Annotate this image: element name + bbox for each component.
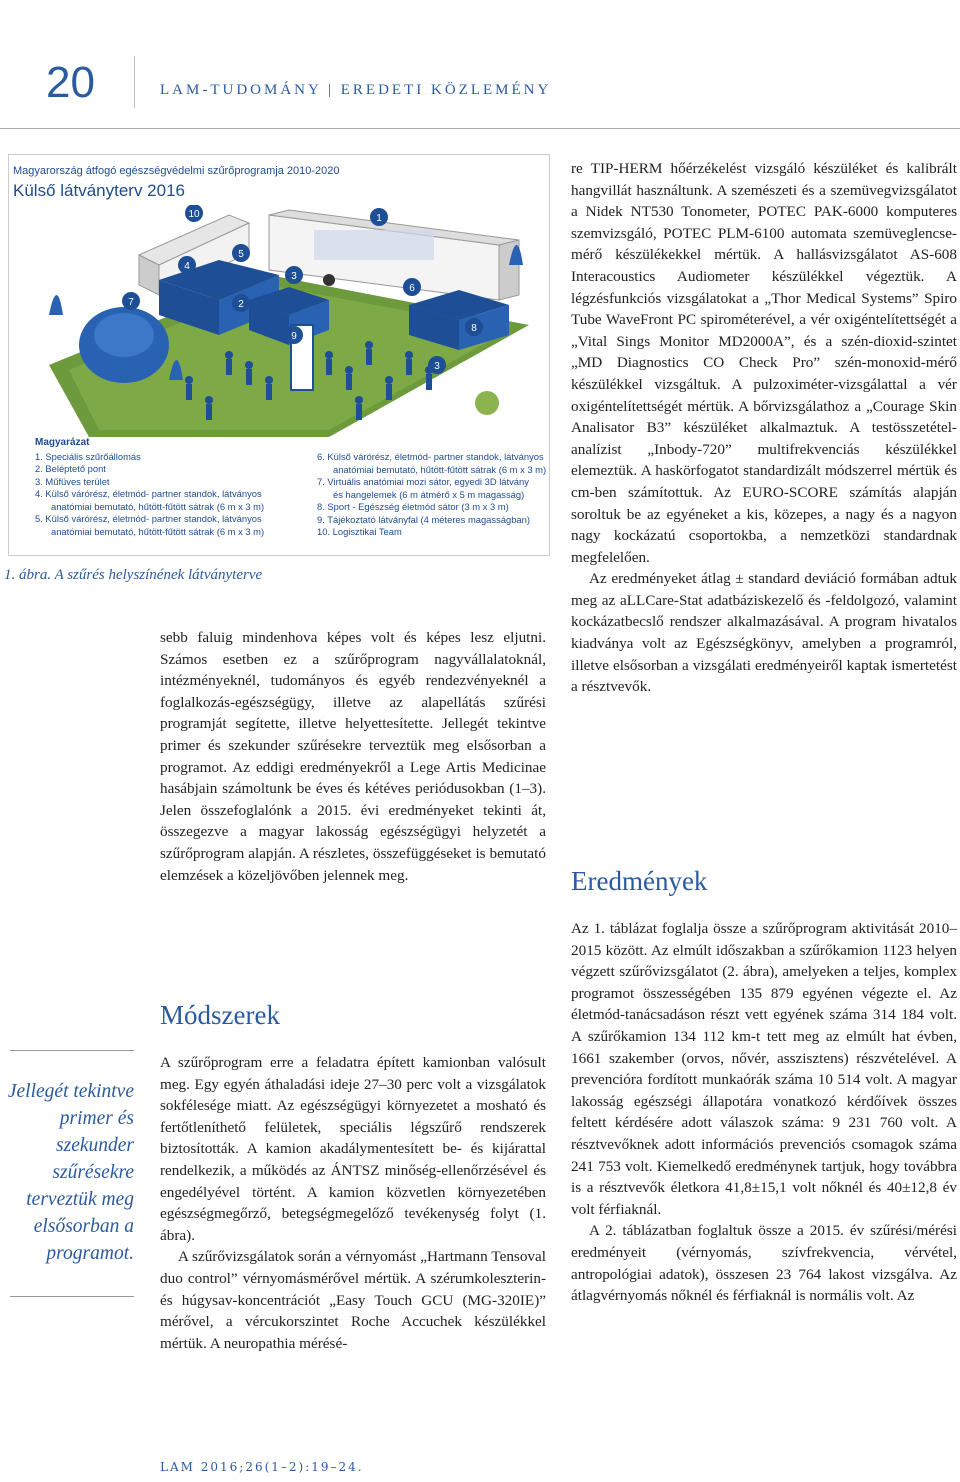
methods-column	[160, 1052, 546, 1354]
figure-caption: 1. ábra. A szűrés helyszínének látványterve	[4, 567, 263, 583]
marker-3a	[285, 266, 303, 284]
site-illustration	[29, 205, 539, 437]
legend-item: 1. Speciális szűrőállomás	[35, 450, 141, 462]
marker-10	[185, 205, 203, 222]
svg-text:9: 9	[291, 331, 297, 342]
header-rule	[0, 128, 960, 129]
page-number: 20	[46, 58, 95, 107]
marker-5	[232, 244, 250, 262]
marker-7	[122, 292, 140, 310]
header-divider	[134, 56, 135, 108]
figure-1	[8, 154, 550, 556]
pull-quote-rule-top	[10, 1050, 134, 1051]
svg-text:10: 10	[188, 209, 200, 220]
legend-item: anatómiai bemutató, hűtött-fűtött sátrak (6 m x 3 m)	[51, 525, 265, 537]
legend-item: 8. Sport - Egészség életmód sátor (3 m x 3 m)	[317, 501, 509, 512]
legend-item: 10. Logisztikai Team	[317, 526, 402, 537]
legend-item: anatómiai bemutató, hűtött-fűtött sátrak (6 m x 3 m)	[51, 500, 265, 512]
marker-4	[178, 256, 196, 274]
body-paragraph: re TIP-HERM hőérzékelést vizsgáló készüléket és kalibrált hangvillát használtunk. A szemészeti és a szemüvegvizsgálatot a Nidek NT530 Tonometer, POTEC PAK-6000 komputeres szemvizsgáló, POTEC PLM-6100 automata szemüveglencse-mérő készülékekkel mértük. A hallásvizsgálatot AS-608 Interacoustics Audiometer készülékkel végeztük. A légzésfunkciós vizsgálatokat a „Thor Medical Systems” Spiro Tube WaveFront PC spirométerével, a vér oxigéntelítettségét a „Vital Sings Monitor MD2000A”, és a szén-dioxid-szintet „MD Diagnostics CO Check Pro” szén-monoxid-mérő készülékkel vizsgáltuk. A pulzoximéter-vizsgálattal a vér oxigéntelítettségét mértük. A bőrvizsgálathoz a „Courage Skin Analisator B3” készüléket alkalmaztuk. A testösszetétel-analízist „Inbody-720” multifrekvenciás készülékkel elemeztük. A haskörfogatot standardizált módszerrel mértük és cm-ben számítottuk. Az EURO-SCORE számítás alapján soroltuk be az egyéneket a kis, közepes, a nagy és a nagyon nagy kockázatú csoportokba, a nemzetközi standardnak megfelelően.	[571, 160, 957, 566]
legend-item: 7. Virtuális anatómiai mozi sátor, egyedi 3D látvány	[317, 476, 529, 487]
legend-item: 6. Külső várórész, életmód- partner standok, látványos	[317, 451, 544, 462]
right-column	[571, 158, 957, 698]
marker-3b	[428, 356, 446, 374]
figure-title: Külső látványterv 2016	[13, 181, 185, 200]
body-paragraph: A 2. táblázatban foglaltuk össze a 2015. év szűrési/mérési eredményeit (vérnyomás, szívfrekvencia, vérvétel, antropológiai adatok), összesen 23 764 lakost vizsgálva. Az átlagvérnyomás nőknél és férfiaknál is normális volt. Az	[571, 1222, 957, 1305]
legend-item: 3. Műfüves terület	[35, 475, 110, 487]
middle-column	[160, 627, 546, 886]
running-head: LAM-TUDOMÁNY | EREDETI KÖZLEMÉNY	[160, 82, 552, 98]
svg-text:8: 8	[471, 323, 477, 334]
pull-quote: Jellegét tekintve primer és szekunder szűrésekre terveztük meg elsősorban a programot.	[7, 1081, 134, 1264]
section-heading-results: Eredmények	[571, 866, 708, 896]
legend-item: és hangelemek (6 m átmérő x 5 m magasság)	[333, 488, 525, 500]
pull-quote-rule-bottom	[10, 1296, 134, 1297]
page-footer: LAM 2016;26(1–2):19–24.	[160, 1460, 364, 1474]
results-column	[571, 918, 957, 1307]
figure-program-line: Magyarország átfogó egészségvédelmi szűrőprogramja 2010-2020	[13, 165, 340, 177]
legend-heading: Magyarázat	[35, 437, 90, 448]
svg-text:6: 6	[409, 283, 415, 294]
svg-text:7: 7	[128, 297, 134, 308]
marker-6	[403, 278, 421, 296]
legend-right	[317, 451, 547, 539]
legend-left	[35, 437, 305, 538]
body-paragraph: sebb faluig mindenhova képes volt és képes lesz eljutni. Számos esetben ez a szűrőprogram nagyvállalatoknál, intézményeknél, tudományos és egyéb rendezvényeknél a foglalkozás-egészségügy, illetve az alapellátás szűrési programját segítette, illetve helyettesítette. Jellegét tekintve primer és szekunder szűrésekre terveztük meg elsősorban a programot. Az eddigi eredményekről a Lege Artis Medicinae hasábjain számoltunk be éves és kétéves periódusokban (1–3). Jelen összefoglalónk a 2015. évi eredményeket tekinti át, összegezve a magyar lakosság egészségügyi helyzetét a szűrőprogram alapján. A részletes, összefüggéseket is bemutató elemzések a közeljövőben jelennek meg.	[160, 629, 546, 884]
svg-text:1: 1	[376, 213, 382, 224]
body-paragraph: A szűrővizsgálatok során a vérnyomást „Hartmann Tensoval duo control” vérnyomásmérővel mértük. A szérumkoleszterin- és húgysav-koncentrációt „Easy Touch GCU (MG-320IE)” mérővel, a vércukorszintet Roche Accuchek készülékkel mértük. A neuropathia mérésé-	[160, 1248, 546, 1352]
anatomy-dome	[79, 307, 169, 383]
legend-item: 9. Tájékoztató látványfal (4 méteres magasságban)	[317, 513, 530, 525]
body-paragraph: Az eredményeket átlag ± standard deviáció formában adtuk meg az aLLCare-Stat adatbáziskezelő és -feldolgozó, valamint kockázatbecslő rendszer alkalmazásával. A program hivatalos kiadványa volt az Egészségkönyv, amelyben a programról, illetve elsősorban a vizsgálati eredményeiről kaptak ismertetést a résztvevők.	[571, 570, 957, 696]
svg-text:5: 5	[238, 249, 244, 260]
body-paragraph: A szűrőprogram erre a feladatra épített kamionban valósult meg. Egy egyén áthaladási ideje 27–30 perc volt a vizsgálatok sokfélesége miatt. Az egészségügyi környezetet a mosható és fertőtleníthető felületek, speciális légszűrő rendszerek biztosították. A kamion akadálymentesített be- és kijárattal rendelkezik, a működés az ÁNTSZ minőség-ellenőrzésével és engedélyével történt. A kamion közvetlen környezetében egészségmegőrző, betegségmegelőző tevékenység folyt (1. ábra).	[160, 1054, 546, 1244]
svg-text:3: 3	[291, 271, 297, 282]
legend-item: 2. Beléptető pont	[35, 463, 106, 474]
legend-item: 5. Külső várórész, életmód- partner standok, látványos	[35, 513, 262, 524]
body-paragraph: Az 1. táblázat foglalja össze a szűrőprogram aktivitását 2010–2015 között. Az elmúlt időszakban a szűrőkamion 1123 helyen végzett szűrővizsgálatot (2. ábra), amelyeken a teljes, komplex programot összességében 135 879 egyénen végezte el. Az életmód-tanácsadáson részt vett egyének száma 314 184 volt. A szűrőkamion 134 112 km-t tett meg az elmúlt hat évben, 1661 szakember (orvos, nővér, asszisztens) részvételével. A prevencióra fordított munkaórák száma 10 514 volt. A magyar lakosság egészségi állapotára vonatkozó kérdőívek összes feltett kérdésére adott válaszok száma: 9 231 760 volt. A résztvevőknek adott információs prevenciós csomagok száma 241 753 volt. Kiemelkedő eredménynek tartjuk, hogy továbbra is a résztvevők életkora 41,8±15,1 volt nőknél és 40±12,8 év volt férfiaknál.	[571, 920, 957, 1218]
svg-text:3: 3	[434, 361, 440, 372]
svg-text:4: 4	[184, 261, 190, 272]
marker-2	[232, 294, 250, 312]
svg-text:2: 2	[238, 299, 244, 310]
page-header	[0, 0, 960, 128]
section-heading-methods: Módszerek	[160, 1000, 280, 1030]
legend-item: anatómiai bemutató, hűtött-fűtött sátrak (6 m x 3 m)	[333, 463, 547, 475]
marker-9	[285, 326, 303, 344]
marker-1	[370, 208, 388, 226]
legend-item: 4. Külső várórész, életmód- partner standok, látványos	[35, 488, 262, 499]
program-logo	[475, 391, 499, 415]
marker-8	[465, 318, 483, 336]
